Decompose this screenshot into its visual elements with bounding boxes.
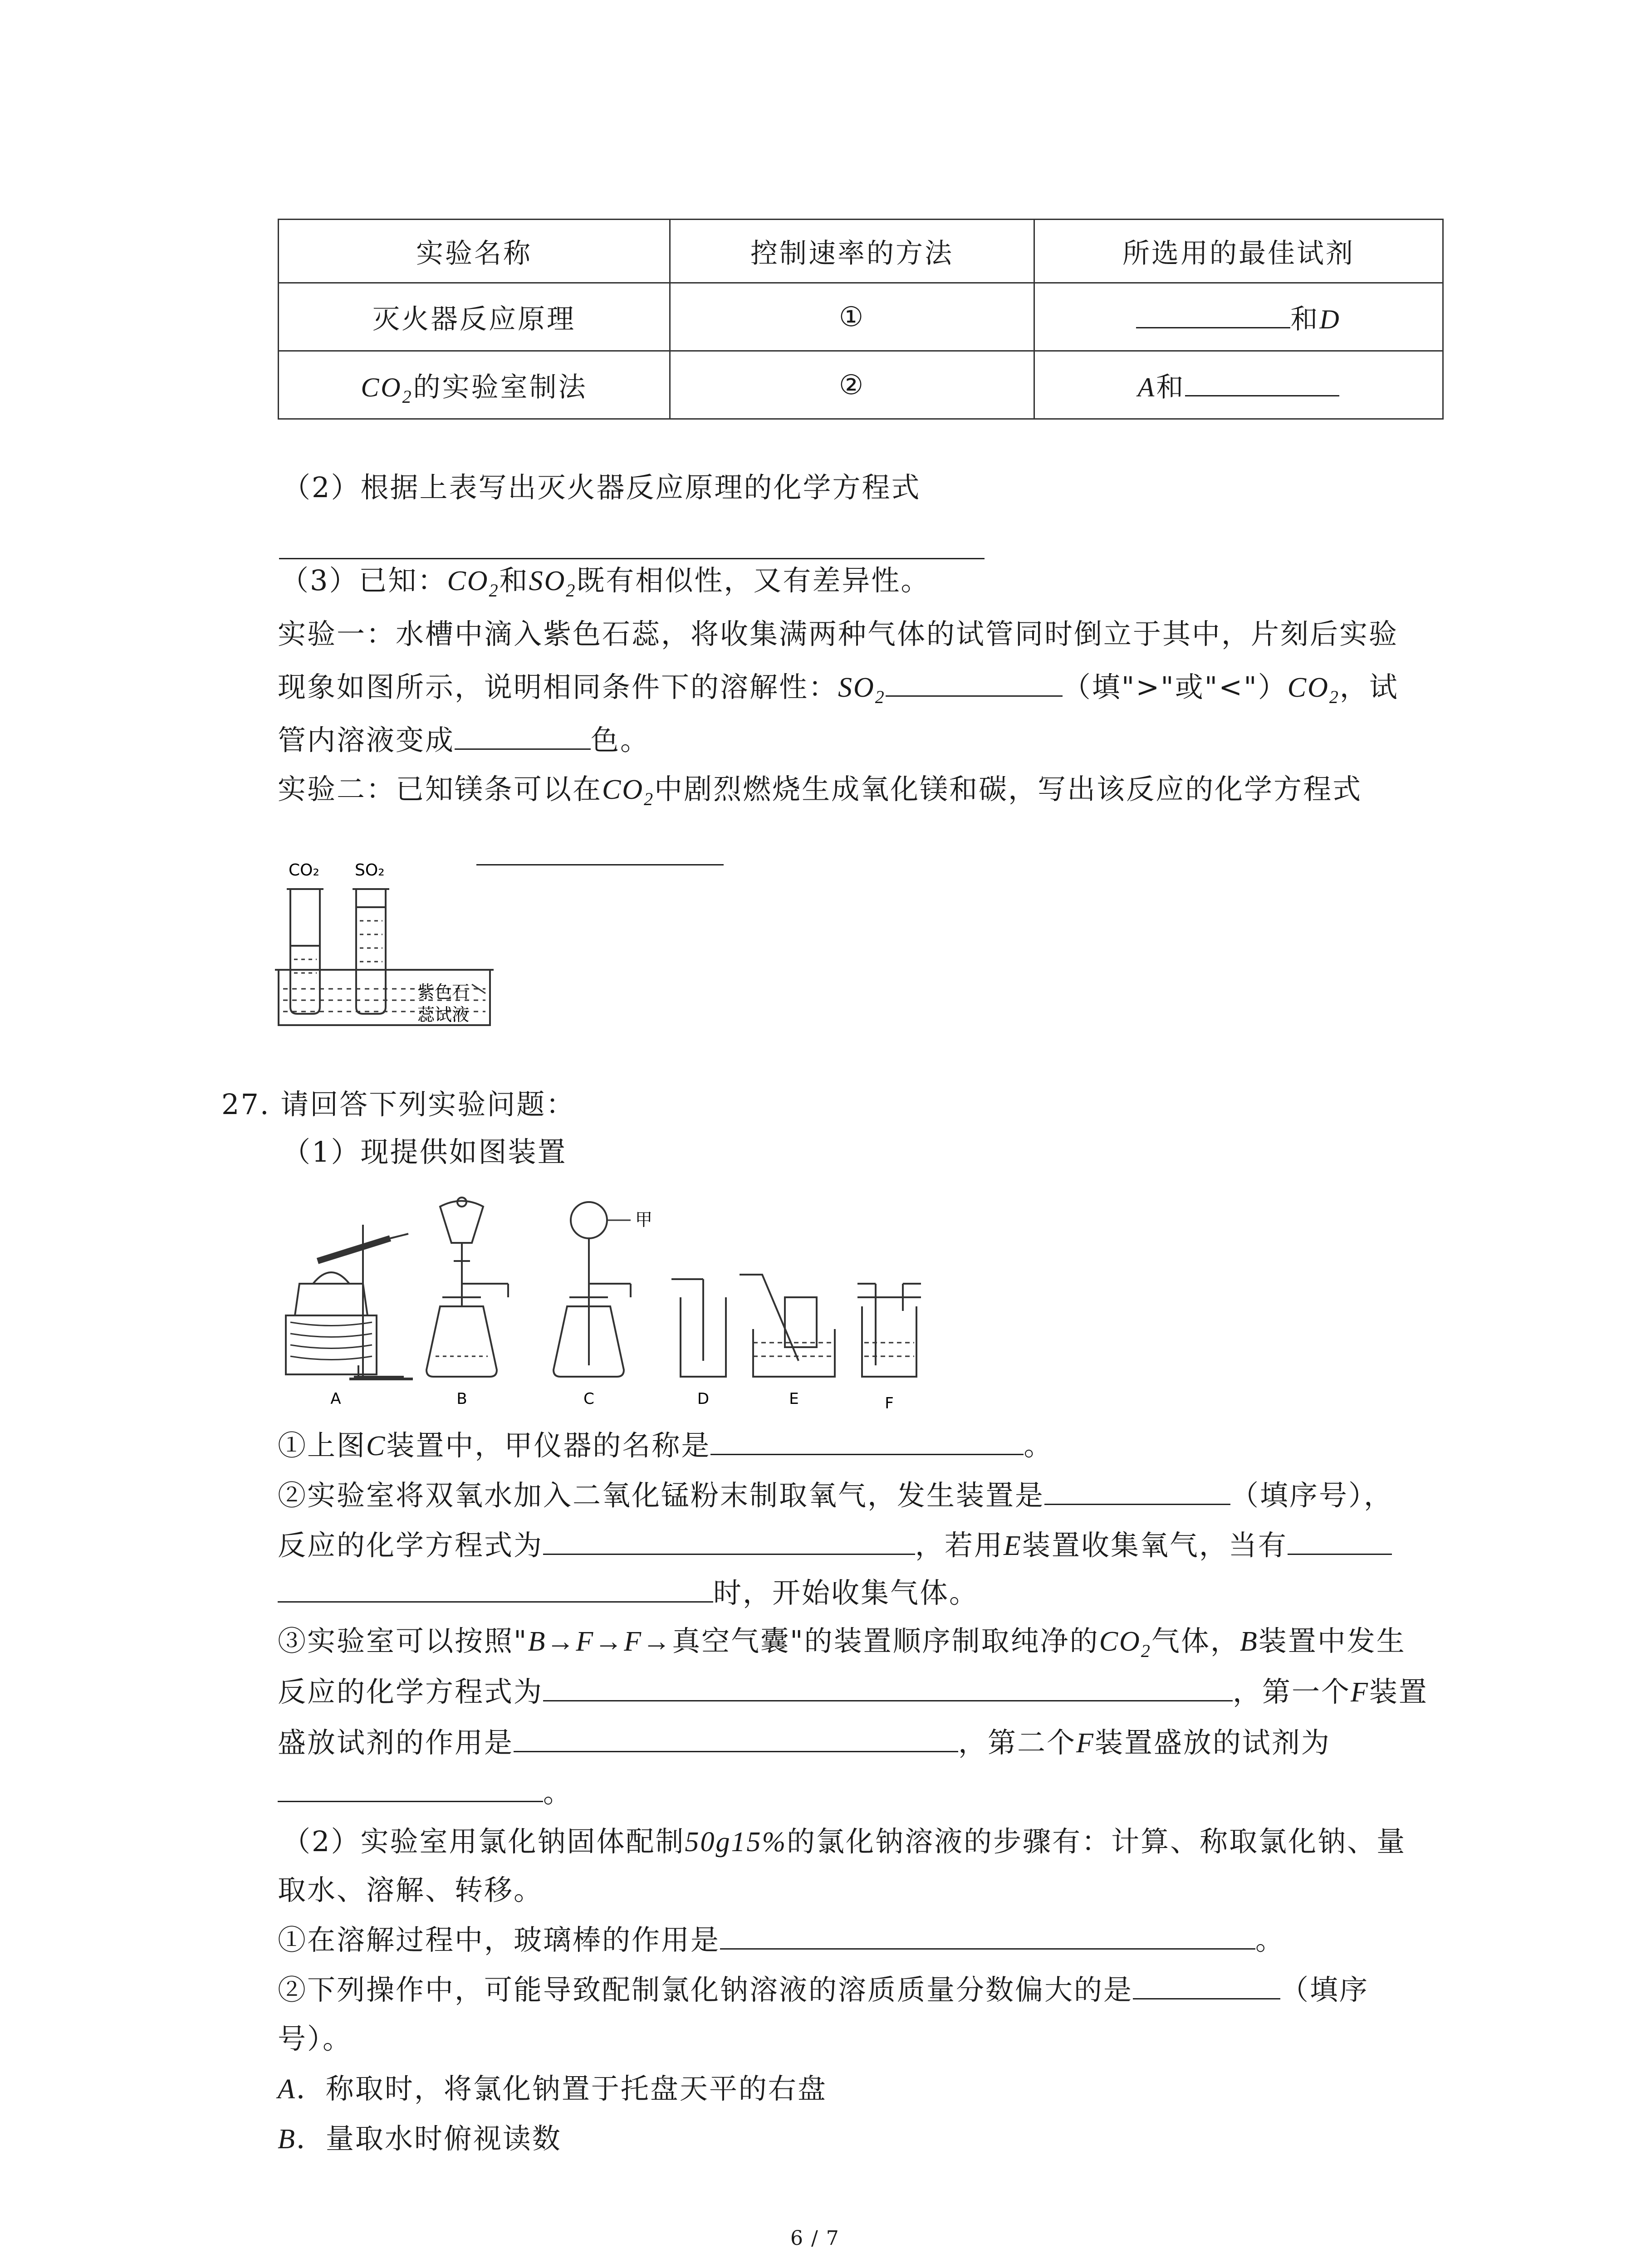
question-27-part-2-line-1 <box>282 1823 1406 1860</box>
table-header-cell: 所选用的最佳试剂 <box>1034 220 1443 283</box>
option-b <box>278 2121 562 2157</box>
apparatus-label: C <box>583 1390 594 1408</box>
part-2-question-1 <box>278 1921 1285 1958</box>
experiment-2 <box>278 771 1362 811</box>
sub-question-2-line-2 <box>278 1526 1392 1564</box>
part-2-question-2-line-2: 号）。 <box>278 2022 353 2055</box>
apparatus-label: B <box>456 1390 467 1408</box>
table-cell-text: 和 <box>1290 303 1320 335</box>
var: C <box>366 1431 387 1461</box>
formula-so2: SO <box>838 672 875 703</box>
table-header-cell: 实验名称 <box>279 220 670 283</box>
sub-question-1 <box>278 1427 1053 1464</box>
part-2-question-2-line-1 <box>278 1971 1369 2008</box>
text: （填序号）， <box>1230 1479 1394 1512</box>
table-cell <box>1034 283 1443 351</box>
sub-question-3-line-4 <box>278 1774 573 1811</box>
text: （填序 <box>1280 1973 1369 2006</box>
apparatus-label: F <box>885 1394 894 1413</box>
experiment-1-line-2 <box>278 668 1399 709</box>
liquid-label: 蕊试液 <box>417 1005 470 1025</box>
formula-subscript: 2 <box>1329 687 1340 707</box>
sub-question-2-line-1 <box>278 1476 1393 1514</box>
sub-question-2-line-3 <box>278 1574 979 1611</box>
answer-blank[interactable] <box>886 668 1063 697</box>
text: ②下列操作中，可能导致配制氯化钠溶液的溶质质量分数偏大的是 <box>278 1973 1133 2006</box>
option-a <box>278 2071 827 2107</box>
text: 。 <box>1255 1923 1285 1956</box>
answer-blank[interactable] <box>455 721 591 750</box>
answer-blank[interactable] <box>278 1574 713 1603</box>
text: （3）已知： <box>280 564 447 597</box>
apparatus-label: A <box>330 1390 341 1408</box>
table-cell <box>1034 351 1443 419</box>
text: ，试 <box>1339 670 1399 704</box>
var: B→F→F→ <box>528 1626 672 1657</box>
text: 装置中，甲仪器的名称是 <box>386 1429 711 1462</box>
text: 装置 <box>1369 1675 1428 1708</box>
text: 。 <box>543 1776 573 1809</box>
formula-co2: CO <box>1287 672 1329 703</box>
formula-co2: CO <box>447 566 489 596</box>
page-number: 6 / 7 <box>790 2227 840 2250</box>
answer-blank[interactable] <box>543 1526 915 1555</box>
question-3-intro <box>280 562 930 602</box>
text: 实验二：已知镁条可以在 <box>278 772 603 806</box>
table-row <box>279 351 1443 419</box>
sub-question-3-line-3 <box>278 1724 1331 1761</box>
formula-subscript: 2 <box>489 580 500 601</box>
table-cell: ① <box>670 283 1034 351</box>
table-header-row <box>279 220 1443 283</box>
var: 50g15% <box>685 1827 787 1857</box>
text: ，第二个 <box>958 1726 1077 1759</box>
formula-subscript: 2 <box>1141 1641 1151 1661</box>
jia-label: 甲 <box>635 1210 653 1230</box>
text: 装置收集氧气，当有 <box>1022 1529 1288 1562</box>
text: 现象如图所示，说明相同条件下的溶解性： <box>278 670 838 704</box>
answer-blank[interactable] <box>279 558 985 559</box>
text: （2）实验室用氯化钠固体配制 <box>282 1825 685 1858</box>
so2-label: SO₂ <box>355 861 385 880</box>
table-cell: ② <box>670 351 1034 419</box>
text: 和 <box>499 564 529 597</box>
question-2: （2）根据上表写出灭火器反应原理的化学方程式 <box>282 471 921 504</box>
text: （填">"或"<"） <box>1062 670 1288 704</box>
formula-co2: CO <box>1099 1626 1141 1657</box>
var: F <box>1351 1677 1369 1708</box>
question-27-part-1: （1）现提供如图装置 <box>282 1135 567 1168</box>
apparatus-f <box>857 1284 921 1377</box>
table-row <box>279 283 1443 351</box>
text: 反应的化学方程式为 <box>278 1529 544 1562</box>
text: 装置中发生 <box>1258 1624 1406 1657</box>
liquid-label: 紫色石 <box>417 982 470 1002</box>
text: 气体， <box>1151 1624 1240 1657</box>
table-cell-text: 的实验室制法 <box>413 371 588 403</box>
apparatus-d <box>671 1279 726 1377</box>
formula-subscript: 2 <box>402 386 413 407</box>
text: 的氯化钠溶液的步骤有：计算、称取氯化钠、量 <box>787 1825 1406 1858</box>
apparatus-e <box>740 1275 835 1377</box>
option-letter: A <box>278 2074 296 2105</box>
text: ，第一个 <box>1233 1675 1351 1708</box>
question-27-part-2-line-2: 取水、溶解、转移。 <box>278 1873 544 1906</box>
formula-subscript: 2 <box>566 580 577 601</box>
experiment-table <box>278 219 1444 420</box>
answer-blank[interactable] <box>1044 1476 1230 1505</box>
answer-blank[interactable] <box>278 1774 543 1802</box>
table-cell <box>279 351 670 419</box>
apparatus-label: E <box>789 1390 799 1408</box>
test-tube-figure <box>272 857 526 1039</box>
apparatus-label: D <box>697 1390 710 1408</box>
formula-so2: SO <box>529 566 566 596</box>
text: 盛放试剂的作用是 <box>278 1726 514 1759</box>
text: 既有相似性，又有差异性。 <box>576 564 931 597</box>
var: B <box>1239 1626 1259 1657</box>
var: F <box>1076 1728 1095 1759</box>
apparatus-c <box>554 1202 631 1377</box>
answer-blank[interactable] <box>1136 300 1290 328</box>
text: ．称取时，将氯化钠置于托盘天平的右盘 <box>296 2072 827 2105</box>
text: 反应的化学方程式为 <box>278 1675 544 1708</box>
text: ②实验室将双氧水加入二氧化锰粉末制取氧气，发生装置是 <box>278 1479 1045 1512</box>
formula-subscript: 2 <box>644 789 655 809</box>
answer-blank[interactable] <box>543 1673 1233 1701</box>
sub-question-3-line-1 <box>278 1623 1406 1663</box>
text: ①上图 <box>278 1429 367 1462</box>
co2-tube <box>290 889 320 1014</box>
table-cell-text: 和 <box>1156 371 1185 403</box>
text: 真空气囊"的装置顺序制取纯净的 <box>672 1624 1099 1657</box>
formula-subscript: 2 <box>875 687 886 707</box>
text: ．量取水时俯视读数 <box>296 2122 562 2155</box>
answer-blank[interactable] <box>514 1724 958 1752</box>
text: 装置盛放的试剂为 <box>1094 1726 1331 1759</box>
table-header-cell: 控制速率的方法 <box>670 220 1034 283</box>
text: 管内溶液变成 <box>278 723 455 757</box>
experiment-1-line-1: 实验一：水槽中滴入紫色石蕊，将收集满两种气体的试管同时倒立于其中，片刻后实验 <box>278 617 1399 650</box>
text: 色。 <box>591 723 650 757</box>
answer-blank[interactable] <box>1185 368 1339 396</box>
answer-blank[interactable] <box>1288 1526 1392 1555</box>
answer-blank[interactable] <box>720 1921 1255 1950</box>
text: ，若用 <box>915 1529 1004 1562</box>
table-cell: 灭火器反应原理 <box>279 283 670 351</box>
option-letter: B <box>278 2124 296 2155</box>
formula-co2: CO <box>361 372 402 402</box>
answer-blank[interactable] <box>1133 1971 1280 1999</box>
var: E <box>1004 1530 1022 1561</box>
text: 中剧烈燃烧生成氧化镁和碳，写出该反应的化学方程式 <box>654 772 1362 806</box>
formula-co2: CO <box>602 774 644 805</box>
text: ①在溶解过程中，玻璃棒的作用是 <box>278 1923 720 1956</box>
table-cell-var: D <box>1319 304 1341 334</box>
apparatus-figure <box>272 1193 962 1420</box>
experiment-1-line-3 <box>278 721 650 758</box>
apparatus-b <box>426 1198 508 1377</box>
sub-question-3-line-2 <box>278 1673 1428 1711</box>
apparatus-a <box>286 1225 413 1379</box>
text: ③实验室可以按照" <box>278 1624 528 1657</box>
table-cell-var: A <box>1137 372 1156 402</box>
answer-blank[interactable] <box>710 1427 1024 1455</box>
question-27-title: 27. 请回答下列实验问题： <box>221 1088 576 1121</box>
text: 。 <box>1024 1429 1053 1462</box>
text: 时，开始收集气体。 <box>713 1576 979 1609</box>
co2-label: CO₂ <box>289 861 319 880</box>
